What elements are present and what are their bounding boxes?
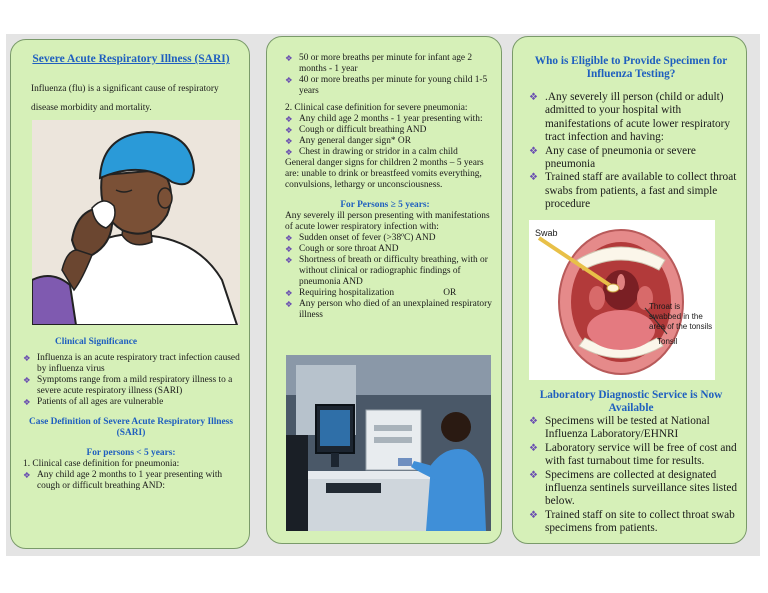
lab-service-list: [529, 415, 741, 536]
left-panel: [10, 39, 250, 549]
severe-pneumonia-list: [285, 114, 497, 158]
lab-worker-photo: [286, 355, 491, 531]
list-item: ❖ Any child age 2 months - 1 year presenting with:: [285, 114, 497, 125]
list-item: ❖ Any case of pneumonia or severe pneumonia: [529, 145, 737, 172]
list-item: ❖ Trained staff are available to collect throat swabs from patients, a fast and simple procedure: [529, 171, 737, 211]
list-item: ❖ Patients of all ages are vulnerable: [23, 397, 243, 408]
list-item: ❖ Specimens are collected at designated influenza sentinels surveillance sites listed below.: [529, 469, 741, 509]
list-item: ❖ Chest in drawing or stridor in a calm child: [285, 147, 497, 158]
list-item: ❖ Specimens will be tested at National Influenza Laboratory/EHNRI: [529, 415, 741, 442]
list-item: ❖ Trained staff on site to collect throat swab specimens from patients.: [529, 509, 741, 536]
list-item: ❖ Any person who died of an unexplained respiratory illness: [285, 299, 497, 321]
list-item: ❖ Cough or difficult breathing AND: [285, 125, 497, 136]
list-item: ❖ Any general danger sign* OR: [285, 136, 497, 147]
danger-signs-text: General danger signs for children 2 months – 5 years are: unable to drink or breastfeed vomits everything, convulsions, lethargy or unconsciousness.: [285, 158, 484, 190]
swab-label: Swab: [535, 228, 558, 238]
under-five-list: [23, 470, 245, 492]
eligible-list: [529, 91, 737, 212]
lab-service-heading: Laboratory Diagnostic Service is Now Available: [539, 389, 723, 415]
sari-title: Severe Acute Respiratory Illness (SARI): [32, 53, 230, 65]
right-panel: [512, 36, 747, 544]
middle-panel: [266, 36, 502, 544]
clinical-list: [23, 353, 243, 408]
throat-caption: Throat is swabbed in the area of the tonsils: [649, 302, 713, 331]
list-item: ❖ Shortness of breath or difficulty breathing, with or without clinical or radiographic findings of pneumonia AND: [285, 255, 497, 288]
list-item: ❖ Laboratory service will be free of cost and with fast turnabout time for results.: [529, 442, 741, 469]
list-item: ❖ Influenza is an acute respiratory tract infection caused by influenza virus: [23, 353, 243, 375]
over-five-heading: For Persons ≥ 5 years:: [340, 200, 430, 210]
pneumonia-definition: 1. Clinical case definition for pneumonia:: [23, 459, 180, 469]
tonsil-label: Tonsil: [657, 337, 678, 346]
breath-rate-list: [285, 53, 495, 97]
list-item: ❖ Symptoms range from a mild respiratory illness to a severe acute respiratory illness (SARI): [23, 375, 243, 397]
list-item: ❖ Requiring hospitalization OR: [285, 288, 497, 299]
intro-text: Influenza (flu) is a significant cause of respiratory disease morbidity and mortality.: [31, 84, 219, 113]
throat-swab-diagram: [529, 220, 715, 380]
list-item: ❖ 50 or more breaths per minute for infant age 2 months - 1 year: [285, 53, 495, 75]
list-item: ❖ 40 or more breaths per minute for young child 1-5 years: [285, 75, 495, 97]
list-item: ❖ Cough or sore throat AND: [285, 244, 497, 255]
list-item: ❖ .Any severely ill person (child or adult) admitted to your hospital with manifestations of acute lower respiratory tract infection and having:: [529, 91, 737, 145]
sick-person-illustration: [32, 120, 240, 325]
list-item: ❖ Any child age 2 months to 1 year presenting with cough or difficult breathing AND:: [23, 470, 245, 492]
over-five-list: [285, 233, 497, 321]
severe-pneumonia-definition: 2. Clinical case definition for severe pneumonia:: [285, 103, 468, 113]
under-five-heading: For persons < 5 years:: [86, 448, 176, 458]
over-five-intro: Any severely ill person presenting with manifestations of acute lower respiratory infection with:: [285, 211, 490, 232]
list-item: ❖ Sudden onset of fever (>38ºC) AND: [285, 233, 497, 244]
case-definition-heading: Case Definition of Severe Acute Respiratory Illness (SARI): [29, 417, 233, 438]
clinical-significance-heading: Clinical Significance: [54, 337, 138, 347]
eligible-heading: Who is Eligible to Provide Specimen for Influenza Testing?: [534, 55, 728, 81]
